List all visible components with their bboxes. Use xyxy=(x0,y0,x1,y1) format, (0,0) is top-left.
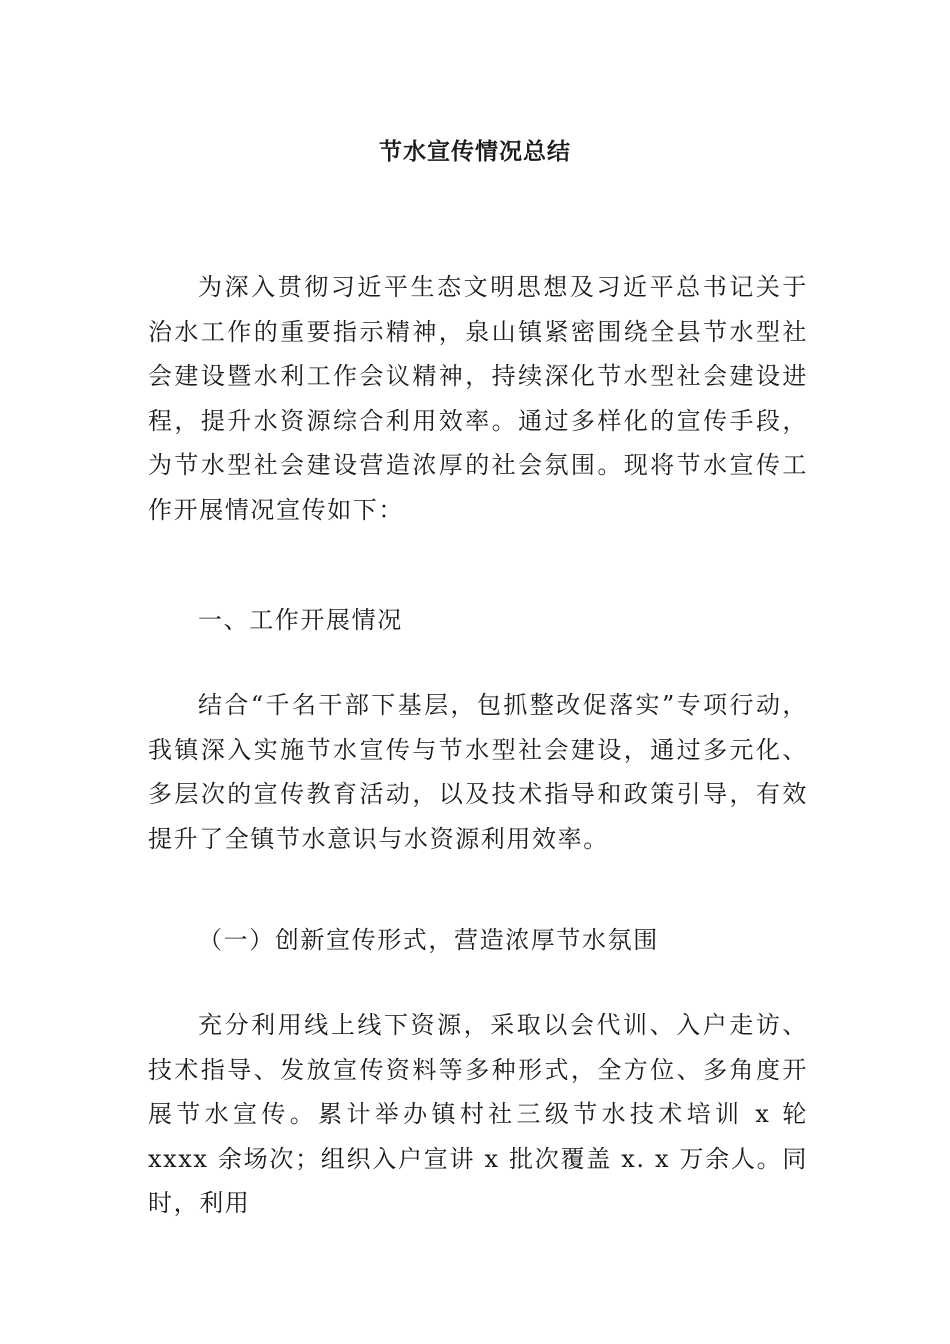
paragraph-intro: 为深入贯彻习近平生态文明思想及习近平总书记关于治水工作的重要指示精神，泉山镇紧密围绕全县节水型社会建设暨水利工作会议精神，持续深化节水型社会建设进程，提升水资源综合利用效率。通过多样化的宣传手段，为节水型社会建设营造浓厚的社会氛围。现将节水宣传工作开展情况宣传如下： xyxy=(148,273,808,524)
section-heading-work-progress: 一、工作开展情况 xyxy=(198,606,403,634)
subsection-heading-innovation: （一）创新宣传形式，营造浓厚节水氛围 xyxy=(198,926,659,954)
paragraph-work-overview: 结合“千名干部下基层，包抓整改促落实”专项行动，我镇深入实施节水宣传与节水型社会建设，通过多元化、多层次的宣传教育活动，以及技术指导和政策引导，有效提升了全镇节水意识与水资源利用效率。 xyxy=(148,691,808,853)
paragraph-innovation-detail: 充分利用线上线下资源，采取以会代训、入户走访、技术指导、发放宣传资料等多种形式，全方位、多角度开展节水宣传。累计举办镇村社三级节水技术培训 x 轮 xxxx 余场次；组织入户宣讲 x 批次覆盖 x. x 万余人。同时，利用 xyxy=(148,1011,808,1217)
document-title: 节水宣传情况总结 xyxy=(379,138,571,165)
